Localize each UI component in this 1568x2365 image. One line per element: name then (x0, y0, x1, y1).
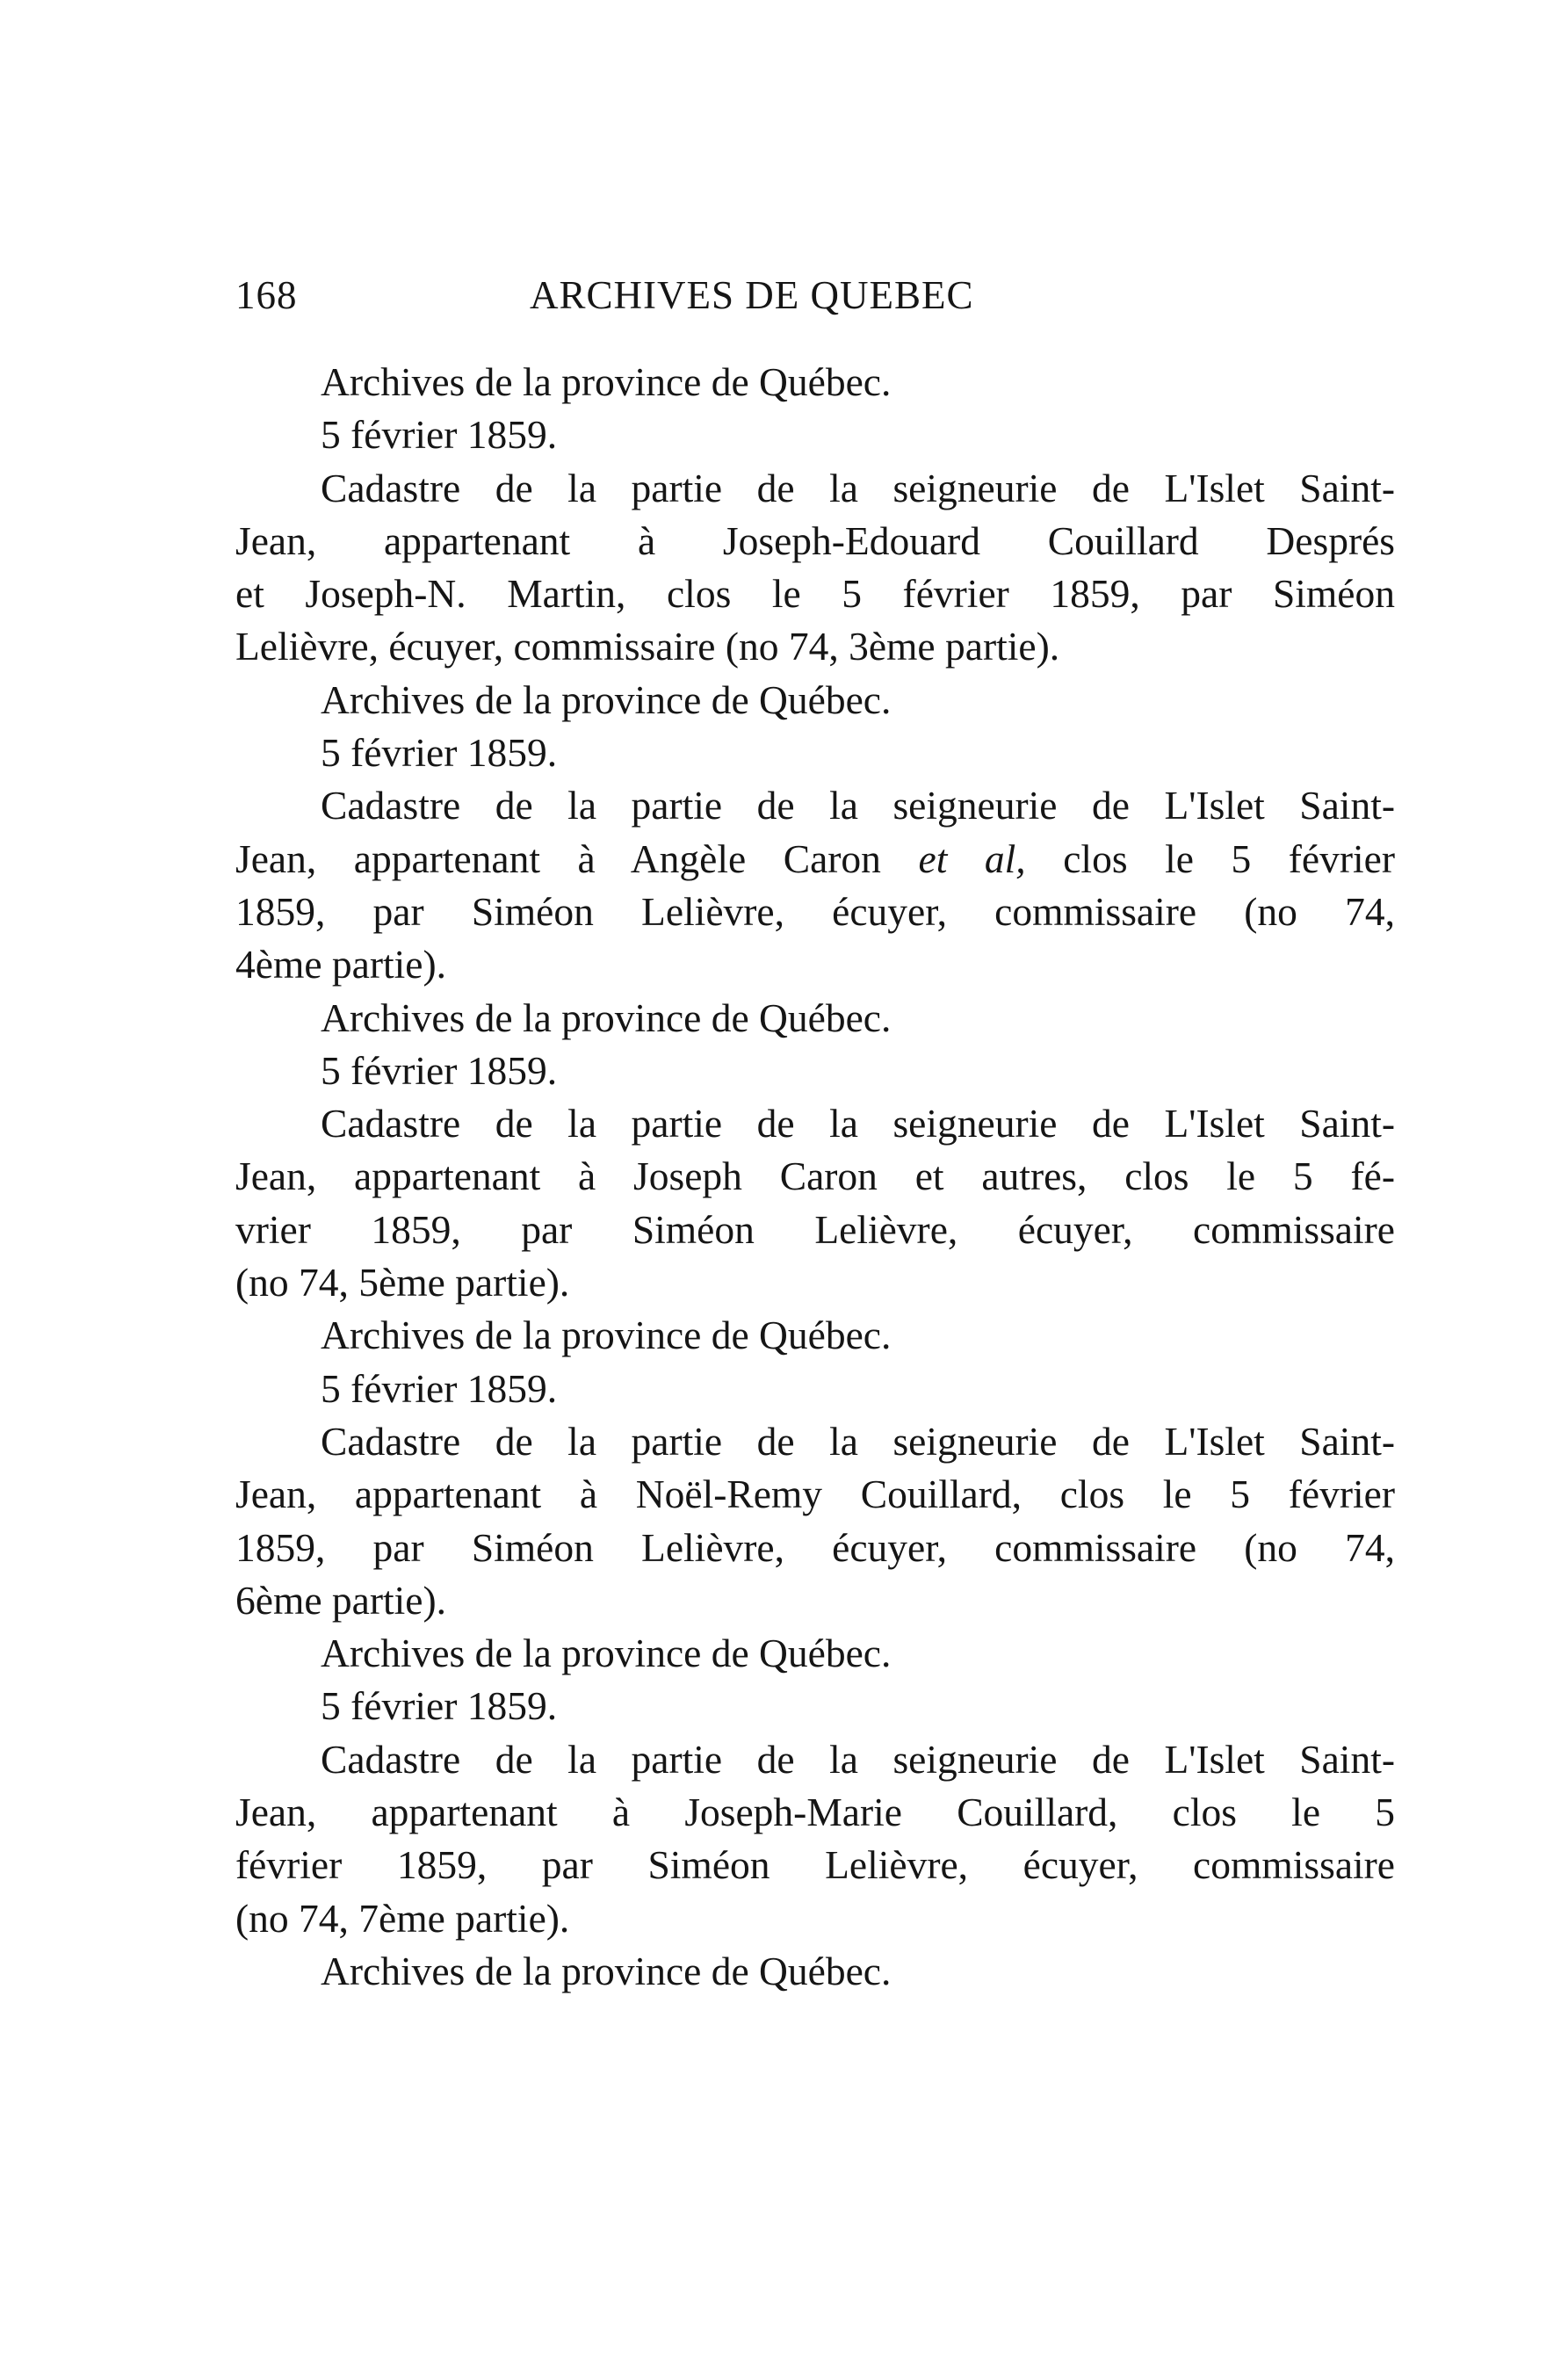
entry-text-line: 4ème partie). (235, 942, 447, 987)
entry-text-line: Jean, appartenant à Joseph-Edouard Couillard Després (235, 517, 1395, 563)
running-title: ARCHIVES DE QUEBEC (530, 273, 974, 317)
entry-text-line: Jean, appartenant à Joseph-Marie Couillard, clos le 5 (235, 1790, 1395, 1835)
entry-text-line: vrier 1859, par Siméon Lelièvre, écuyer, commissaire (235, 1206, 1395, 1252)
archive-source: Archives de la province de Québec. (321, 359, 892, 404)
entry-text-line: 1859, par Siméon Lelièvre, écuyer, commissaire (no 74, (235, 888, 1395, 934)
entry-text-line: Cadastre de la partie de la seigneurie de L'Islet Saint- (321, 1736, 1395, 1782)
entry-text-segment: clos le 5 février (1063, 835, 1395, 881)
cadastre-entry (235, 727, 1395, 1045)
entry-date: 5 février 1859. (321, 730, 558, 776)
entry-text-line (235, 833, 1395, 886)
cadastre-entry (235, 1045, 1395, 1363)
entry-date: 5 février 1859. (321, 1047, 558, 1093)
entry-text-line: (no 74, 7ème partie). (235, 1895, 570, 1941)
entry-text-line: Jean, appartenant à Joseph Caron et autres, clos le 5 fé- (235, 1154, 1395, 1199)
entry-text-line: Cadastre de la partie de la seigneurie de L'Islet Saint- (321, 783, 1395, 828)
archive-source: Archives de la province de Québec. (321, 676, 892, 722)
page-header (235, 272, 1395, 325)
entry-text-line: Lelièvre, écuyer, commissaire (no 74, 3ème partie). (235, 624, 1060, 669)
archive-source: Archives de la province de Québec. (321, 994, 892, 1040)
entry-text-line: et Joseph-N. Martin, clos le 5 février 1859, par Siméon (235, 571, 1395, 617)
page-number: 168 (235, 273, 298, 317)
entry-date: 5 février 1859. (321, 1683, 558, 1729)
entry-text-segment: Jean, appartenant à Angèle Caron (235, 835, 881, 881)
entry-date: 5 février 1859. (321, 412, 558, 458)
cadastre-entry (235, 1680, 1395, 1998)
entry-text-line: Cadastre de la partie de la seigneurie de L'Islet Saint- (321, 1418, 1395, 1464)
entry-text-line: (no 74, 5ème partie). (235, 1260, 570, 1305)
entry-text-line: 6ème partie). (235, 1577, 447, 1623)
archive-source: Archives de la province de Québec. (321, 1313, 892, 1358)
entry-text-line: Jean, appartenant à Noël-Remy Couillard, clos le 5 février (235, 1472, 1395, 1517)
body-text (235, 356, 1395, 1998)
entry-text-italic: et al, (918, 835, 1026, 881)
entry-text-line: février 1859, par Siméon Lelièvre, écuyer, commissaire (235, 1842, 1395, 1888)
cadastre-entry (235, 1363, 1395, 1681)
entry-date: 5 février 1859. (321, 1365, 558, 1411)
archive-source: Archives de la province de Québec. (321, 1948, 892, 1993)
entry-text-line: Cadastre de la partie de la seigneurie de L'Islet Saint- (321, 465, 1395, 510)
entry-text-line: Cadastre de la partie de la seigneurie de L'Islet Saint- (321, 1101, 1395, 1146)
cadastre-entry (235, 409, 1395, 727)
entry-text-line: 1859, par Siméon Lelièvre, écuyer, commissaire (no 74, (235, 1524, 1395, 1570)
entry-source-only (235, 356, 1395, 409)
archive-source: Archives de la province de Québec. (321, 1631, 892, 1676)
